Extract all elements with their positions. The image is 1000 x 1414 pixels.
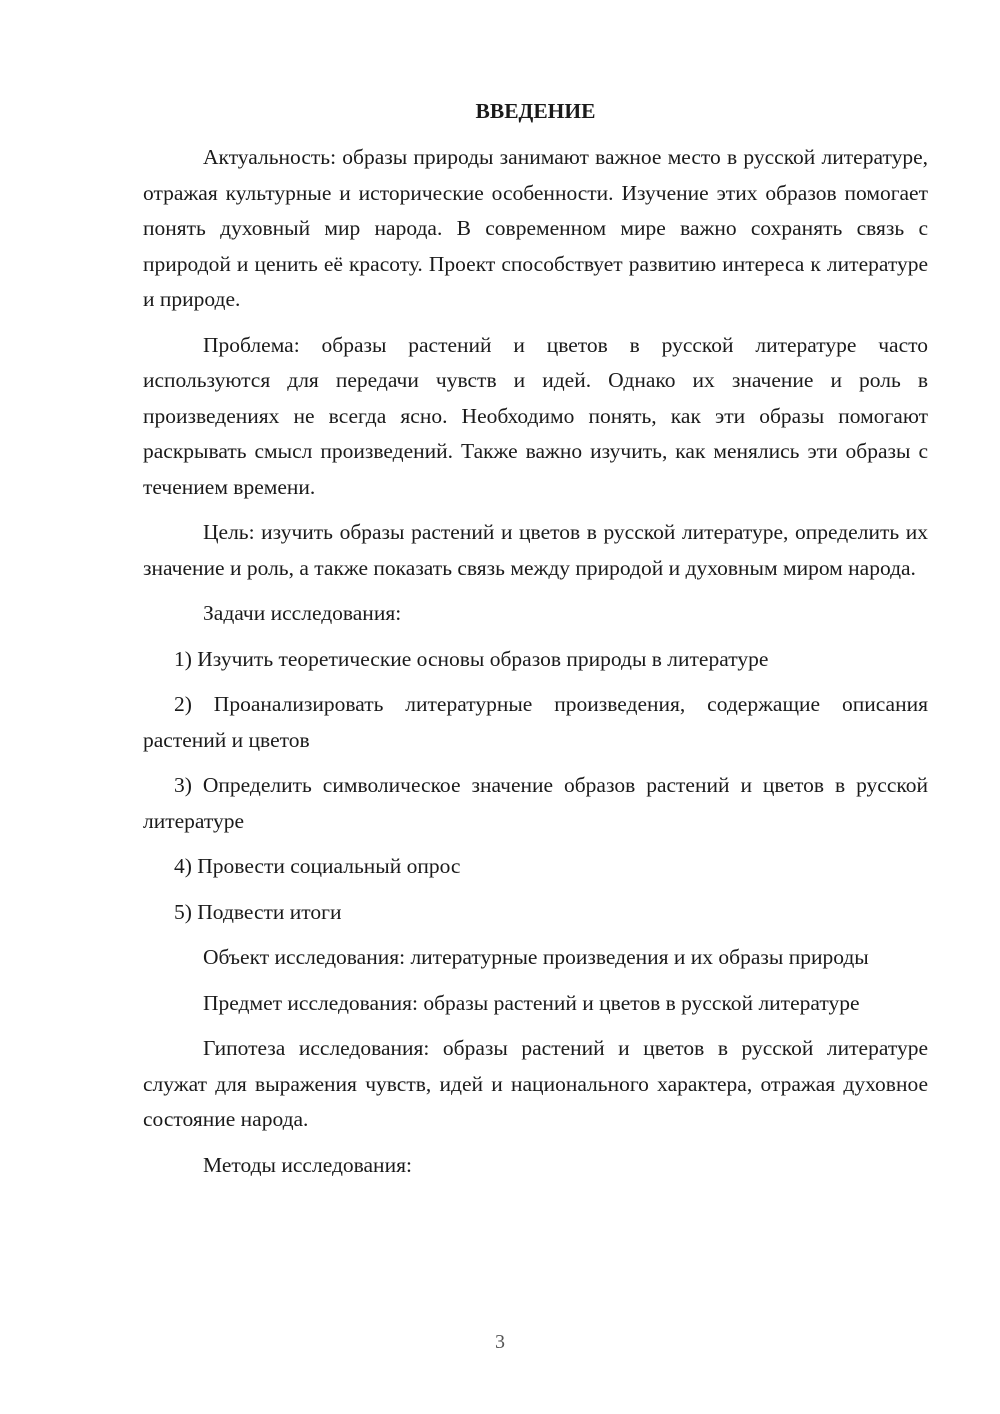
tasks-title: Задачи исследования: bbox=[203, 601, 402, 625]
document-page bbox=[143, 94, 928, 1193]
subject-paragraph: Предмет исследования: образы растений и цветов в русской литературе bbox=[203, 990, 860, 1015]
page-number: 3 bbox=[495, 1331, 505, 1353]
section-heading: ВВЕДЕНИЕ bbox=[475, 99, 596, 123]
goal-paragraph: Цель: изучить образы растений и цветов в русской литературе, определить их значение и роль, а также показать связь между природой и духовным миром народа. bbox=[143, 520, 928, 580]
problem-paragraph: Проблема: образы растений и цветов в русской литературе часто используются для передачи чувств и идей. Однако их значение и роль в произведениях не всегда ясно. Необходимо понять, как эти образы помогают раскрывать смысл произведений. Также важно изучить, как менялись эти образы с течением времени. bbox=[143, 332, 928, 499]
task-item-3: 3) Определить символическое значение образов растений и цветов в русской литературе bbox=[143, 773, 928, 833]
methods-title: Методы исследования: bbox=[203, 1152, 412, 1177]
task-item-1: 1) Изучить теоретические основы образов природы в литературе bbox=[174, 646, 769, 671]
hypothesis-paragraph: Гипотеза исследования: образы растений и цветов в русской литературе служат для выражения чувств, идей и национального характера, отражая духовное состояние народа. bbox=[143, 1036, 928, 1131]
task-item-5: 5) Подвести итоги bbox=[174, 899, 342, 924]
relevance-paragraph: Актуальность: образы природы занимают важное место в русской литературе, отражая культурные и исторические особенности. Изучение этих образов помогает понять духовный мир народа. В современном мире важно сохранять связь с природой и ценить её красоту. Проект способствует развитию интереса к литературе и природе. bbox=[143, 145, 928, 311]
object-paragraph: Объект исследования: литературные произведения и их образы природы bbox=[203, 945, 869, 969]
task-item-2: 2) Проанализировать литературные произведения, содержащие описания растений и цветов bbox=[143, 692, 928, 752]
task-item-4: 4) Провести социальный опрос bbox=[174, 854, 461, 878]
